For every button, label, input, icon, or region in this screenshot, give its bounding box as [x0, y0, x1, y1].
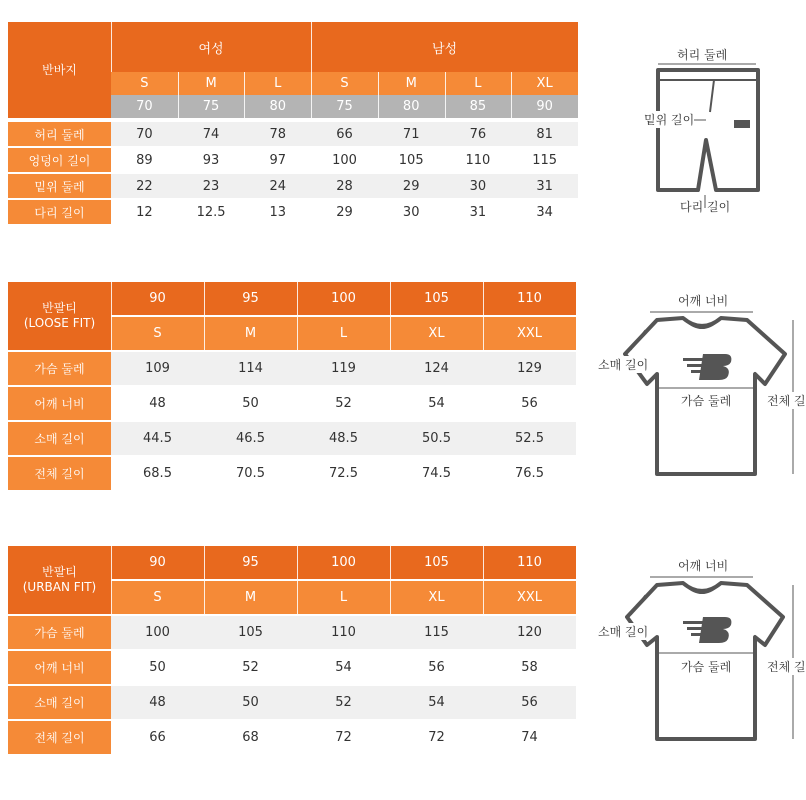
- column-divider: [204, 546, 205, 614]
- tshirt_urban-cell: 52: [297, 686, 390, 719]
- tshirt_loose-cell: 50.5: [390, 422, 483, 455]
- shorts-size-header: M: [378, 72, 445, 95]
- loose-length-label: 전체 길: [767, 394, 806, 408]
- shorts-waist-label: 허리 둘레: [677, 48, 728, 62]
- column-divider: [111, 282, 112, 350]
- shorts-waist-num: 70: [111, 95, 178, 118]
- loose-tshirt-icon: [595, 290, 800, 490]
- tshirt_urban-cell: 58: [483, 651, 576, 684]
- shorts-cell: 34: [511, 200, 578, 224]
- urban-tshirt-icon: [595, 555, 800, 755]
- tshirt_loose-size-header: M: [204, 317, 297, 350]
- tshirt_loose-cell: 129: [483, 352, 576, 385]
- tshirt_loose-cell: 72.5: [297, 457, 390, 490]
- shorts-size-header: XL: [511, 72, 578, 95]
- shorts-cell: 29: [311, 200, 378, 224]
- shorts-row-label: 밑위 둘레: [8, 174, 111, 198]
- tshirt_loose-cell: 52: [297, 387, 390, 420]
- tshirt_urban-cell: 105: [204, 616, 297, 649]
- tshirt_loose-num-header: 100: [297, 282, 390, 315]
- shorts-leg-label: 다리 길이: [680, 200, 731, 214]
- shorts-icon: [630, 40, 780, 220]
- tshirt_loose-cell: 109: [111, 352, 204, 385]
- tshirt_loose-cell: 54: [390, 387, 483, 420]
- tshirt_loose-cell: 48: [111, 387, 204, 420]
- tshirt_urban-row-label: 어깨 너비: [8, 651, 111, 684]
- shorts-cell: 70: [111, 122, 178, 146]
- tshirt_urban-title-line2: (URBAN FIT): [22, 580, 97, 594]
- tshirt_urban-cell: 50: [204, 686, 297, 719]
- urban-length-label: 전체 길: [767, 660, 806, 674]
- tshirt_loose-size-header: S: [111, 317, 204, 350]
- shorts-size-header: S: [311, 72, 378, 95]
- tshirt_loose-cell: 50: [204, 387, 297, 420]
- shorts-size-header: L: [445, 72, 512, 95]
- shorts-rise-label: 밑위 길이: [644, 113, 695, 127]
- tshirt_urban-cell: 50: [111, 651, 204, 684]
- tshirt_loose-cell: 52.5: [483, 422, 576, 455]
- column-divider: [445, 72, 446, 118]
- tshirt_urban-cell: 54: [390, 686, 483, 719]
- shorts-cell: 24: [244, 174, 311, 198]
- tshirt_loose-cell: 48.5: [297, 422, 390, 455]
- tshirt_urban-cell: 120: [483, 616, 576, 649]
- shorts-row-label: 허리 둘레: [8, 122, 111, 146]
- tshirt_urban-cell: 72: [390, 721, 483, 754]
- column-divider: [178, 72, 179, 118]
- tshirt_urban-title: [8, 546, 111, 614]
- shorts-row-label: 다리 길이: [8, 200, 111, 224]
- shorts-cell: 105: [378, 148, 445, 172]
- shorts-cell: 66: [311, 122, 378, 146]
- tshirt_urban-row-label: 전체 길이: [8, 721, 111, 754]
- shorts-cell: 110: [445, 148, 512, 172]
- tshirt_urban-cell: 52: [204, 651, 297, 684]
- shorts-group-men: 남성: [311, 22, 578, 72]
- tshirt_loose-title-line2: (LOOSE FIT): [23, 316, 96, 330]
- tshirt_urban-cell: 110: [297, 616, 390, 649]
- column-divider: [511, 72, 512, 118]
- shorts-group-women: 여성: [111, 22, 311, 72]
- tshirt_loose-cell: 74.5: [390, 457, 483, 490]
- tshirt_urban-cell: 100: [111, 616, 204, 649]
- shorts-waist-num: 85: [445, 95, 512, 118]
- tshirt_loose-num-header: 95: [204, 282, 297, 315]
- column-divider: [483, 282, 484, 350]
- shorts-cell: 89: [111, 148, 178, 172]
- loose-tshirt-diagram: [595, 290, 806, 490]
- column-divider: [111, 546, 112, 614]
- tshirt_urban-num-header: 100: [297, 546, 390, 579]
- tshirt_urban-size-header: L: [297, 581, 390, 614]
- column-divider: [297, 546, 298, 614]
- tshirt_urban-cell: 74: [483, 721, 576, 754]
- shorts-cell: 22: [111, 174, 178, 198]
- tshirt_urban-row-label: 가슴 둘레: [8, 616, 111, 649]
- tshirt_loose-title: [8, 282, 111, 350]
- column-divider: [297, 282, 298, 350]
- tshirt_loose-size-header: XL: [390, 317, 483, 350]
- tshirt_loose-cell: 44.5: [111, 422, 204, 455]
- column-divider: [390, 546, 391, 614]
- shorts-waist-num: 75: [311, 95, 378, 118]
- tshirt_loose-row-label: 가슴 둘레: [8, 352, 111, 385]
- tshirt_urban-cell: 72: [297, 721, 390, 754]
- shorts-diagram: [630, 40, 780, 220]
- tshirt_loose-cell: 76.5: [483, 457, 576, 490]
- shorts-cell: 81: [511, 122, 578, 146]
- tshirt_urban-cell: 66: [111, 721, 204, 754]
- column-divider: [378, 72, 379, 118]
- shorts-size-header: M: [178, 72, 245, 95]
- tshirt_loose-cell: 119: [297, 352, 390, 385]
- shorts-cell: 93: [178, 148, 245, 172]
- column-divider: [244, 72, 245, 118]
- tshirt_loose-num-header: 90: [111, 282, 204, 315]
- shorts-waist-num: 80: [378, 95, 445, 118]
- urban-shoulder-label: 어깨 너비: [678, 559, 729, 573]
- tshirt_urban-size-header: XXL: [483, 581, 576, 614]
- shorts-size-header: S: [111, 72, 178, 95]
- tshirt_urban-row-label: 소매 길이: [8, 686, 111, 719]
- shorts-cell: 71: [378, 122, 445, 146]
- loose-chest-label: 가슴 둘레: [681, 394, 732, 408]
- tshirt_urban-title-line1: 반팔티: [42, 565, 77, 579]
- shorts-waist-num: 80: [244, 95, 311, 118]
- tshirt_loose-num-header: 105: [390, 282, 483, 315]
- tshirt_urban-num-header: 110: [483, 546, 576, 579]
- shorts-cell: 28: [311, 174, 378, 198]
- tshirt_urban-size-header: S: [111, 581, 204, 614]
- shorts-cell: 31: [511, 174, 578, 198]
- tshirt_loose-title-line1: 반팔티: [42, 301, 77, 315]
- column-divider: [483, 546, 484, 614]
- tshirt_urban-cell: 68: [204, 721, 297, 754]
- urban-chest-label: 가슴 둘레: [681, 660, 732, 674]
- shorts-cell: 74: [178, 122, 245, 146]
- shorts-cell: 12: [111, 200, 178, 224]
- column-divider: [390, 282, 391, 350]
- shorts-cell: 31: [445, 200, 512, 224]
- tshirt_loose-row-label: 어깨 너비: [8, 387, 111, 420]
- tshirt_urban-cell: 48: [111, 686, 204, 719]
- tshirt_urban-size-header: M: [204, 581, 297, 614]
- shorts-cell: 78: [244, 122, 311, 146]
- shorts-cell: 13: [244, 200, 311, 224]
- tshirt_urban-cell: 54: [297, 651, 390, 684]
- tshirt_loose-cell: 70.5: [204, 457, 297, 490]
- tshirt_loose-row-label: 전체 길이: [8, 457, 111, 490]
- tshirt_loose-size-header: XXL: [483, 317, 576, 350]
- tshirt_urban-cell: 56: [390, 651, 483, 684]
- shorts-cell: 12.5: [178, 200, 245, 224]
- shorts-row-label: 엉덩이 길이: [8, 148, 111, 172]
- tshirt_urban-num-header: 90: [111, 546, 204, 579]
- row-divider: [111, 579, 576, 580]
- shorts-cell: 100: [311, 148, 378, 172]
- shorts-cell: 115: [511, 148, 578, 172]
- column-divider: [311, 72, 312, 118]
- urban-tshirt-diagram: [595, 555, 806, 755]
- shorts-cell: 30: [378, 200, 445, 224]
- tshirt_loose-cell: 114: [204, 352, 297, 385]
- shorts-cell: 97: [244, 148, 311, 172]
- tshirt_urban-cell: 115: [390, 616, 483, 649]
- row-divider: [111, 315, 576, 316]
- column-divider: [204, 282, 205, 350]
- shorts-cell: 23: [178, 174, 245, 198]
- shorts-cell: 29: [378, 174, 445, 198]
- tshirt_loose-cell: 124: [390, 352, 483, 385]
- shorts-cell: 30: [445, 174, 512, 198]
- tshirt_urban-num-header: 95: [204, 546, 297, 579]
- tshirt_urban-cell: 56: [483, 686, 576, 719]
- urban-sleeve-label: 소매 길이: [598, 625, 649, 639]
- tshirt_loose-cell: 56: [483, 387, 576, 420]
- tshirt_loose-row-label: 소매 길이: [8, 422, 111, 455]
- shorts-waist-num: 90: [511, 95, 578, 118]
- tshirt_urban-num-header: 105: [390, 546, 483, 579]
- tshirt_urban-size-header: XL: [390, 581, 483, 614]
- shorts-waist-num: 75: [178, 95, 245, 118]
- shorts-cell: 76: [445, 122, 512, 146]
- tshirt_loose-size-header: L: [297, 317, 390, 350]
- loose-shoulder-label: 어깨 너비: [678, 294, 729, 308]
- tshirt_loose-cell: 68.5: [111, 457, 204, 490]
- tshirt_loose-num-header: 110: [483, 282, 576, 315]
- loose-sleeve-label: 소매 길이: [598, 358, 649, 372]
- tshirt_loose-cell: 46.5: [204, 422, 297, 455]
- shorts-title: 반바지: [8, 22, 111, 118]
- shorts-size-header: L: [244, 72, 311, 95]
